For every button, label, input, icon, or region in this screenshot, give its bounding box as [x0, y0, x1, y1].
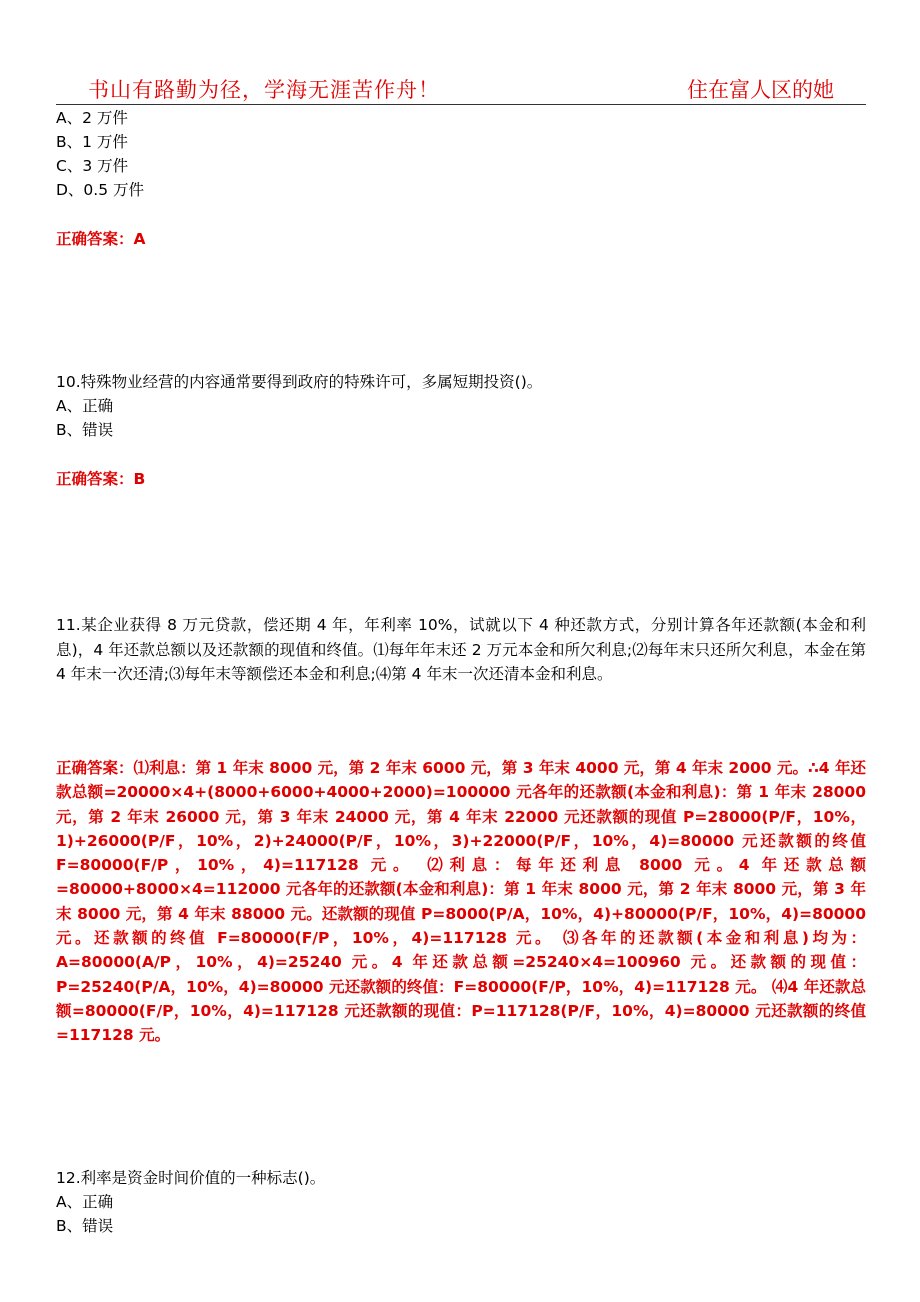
question-10-answer: 正确答案：B — [56, 470, 146, 488]
question-9-answer: 正确答案：A — [56, 230, 146, 248]
question-9-options — [56, 106, 866, 202]
question-12 — [56, 1166, 866, 1238]
question-12-text: 12.利率是资金时间价值的一种标志()。 — [56, 1169, 326, 1187]
question-10-text: 10.特殊物业经营的内容通常要得到政府的特殊许可，多属短期投资()。 — [56, 373, 543, 391]
option-a: A、正确 — [56, 1193, 114, 1211]
page-header — [56, 70, 866, 105]
question-10 — [56, 370, 866, 442]
option-b: B、错误 — [56, 1217, 114, 1235]
option-a: A、2 万件 — [56, 109, 128, 127]
header-author: 住在富人区的她 — [687, 78, 834, 102]
header-motto: 书山有路勤为径，学海无涯苦作舟！ — [88, 78, 440, 102]
option-b: B、错误 — [56, 421, 114, 439]
option-c: C、3 万件 — [56, 157, 129, 175]
option-a: A、正确 — [56, 397, 114, 415]
question-11-text: 11.某企业获得 8 万元贷款，偿还期 4 年，年利率 10%，试就以下 4 种还款方式，分别计算各年还款额(本金和利息)，4 年还款总额以及还款额的现值和终值。⑴每年年末还 2 万元本金和所欠利息;⑵每年末只还所欠利息，本金在第 4 年末一次还清;⑶每年末等额偿还本金和利息;⑷第 4 年末一次还清本金和利息。 — [56, 616, 866, 683]
question-11-answer: 正确答案：⑴利息：第 1 年末 8000 元，第 2 年末 6000 元，第 3 年末 4000 元，第 4 年末 2000 元。∴4 年还款总额=20000×4+(8000+6000+4000+2000)=100000 元各年的还款额(本金和利息)：第 1 年末 28000 元，第 2 年末 26000 元，第 3 年末 24000 元，第 4 年末 22000 元还款额的现值 P=28000(P/F，10%，1)+26000(P/F，10%，2)+24000(P/F，10%，3)+22000(P/F，10%，4)=80000 元还款额的终值 F=80000(F/P，10%，4)=117128 元。 ⑵利息：每年还利息 8000 元。4 年还款总额=80000+8000×4=112000 元各年的还款额(本金和利息)：第 1 年末 8000 元，第 2 年末 8000 元，第 3 年末 8000 元，第 4 年末 88000 元。还款额的现值 P=8000(P/A，10%，4)+80000(P/F，10%，4)=80000 元。还款额的终值 F=80000(F/P，10%，4)=117128 元。 ⑶各年的还款额(本金和利息)均为：A=80000(A/P，10%，4)=25240 元。4 年还款总额=25240×4=100960 元。还款额的现值：P=25240(P/A，10%，4)=80000 元还款额的终值：F=80000(F/P，10%，4)=117128 元。 ⑷4 年还款总额=80000(F/P，10%，4)=117128 元还款额的现值：P=117128(P/F，10%，4)=80000 元还款额的终值=117128 元。 — [56, 759, 866, 1045]
option-d: D、0.5 万件 — [56, 181, 145, 199]
option-b: B、1 万件 — [56, 133, 128, 151]
